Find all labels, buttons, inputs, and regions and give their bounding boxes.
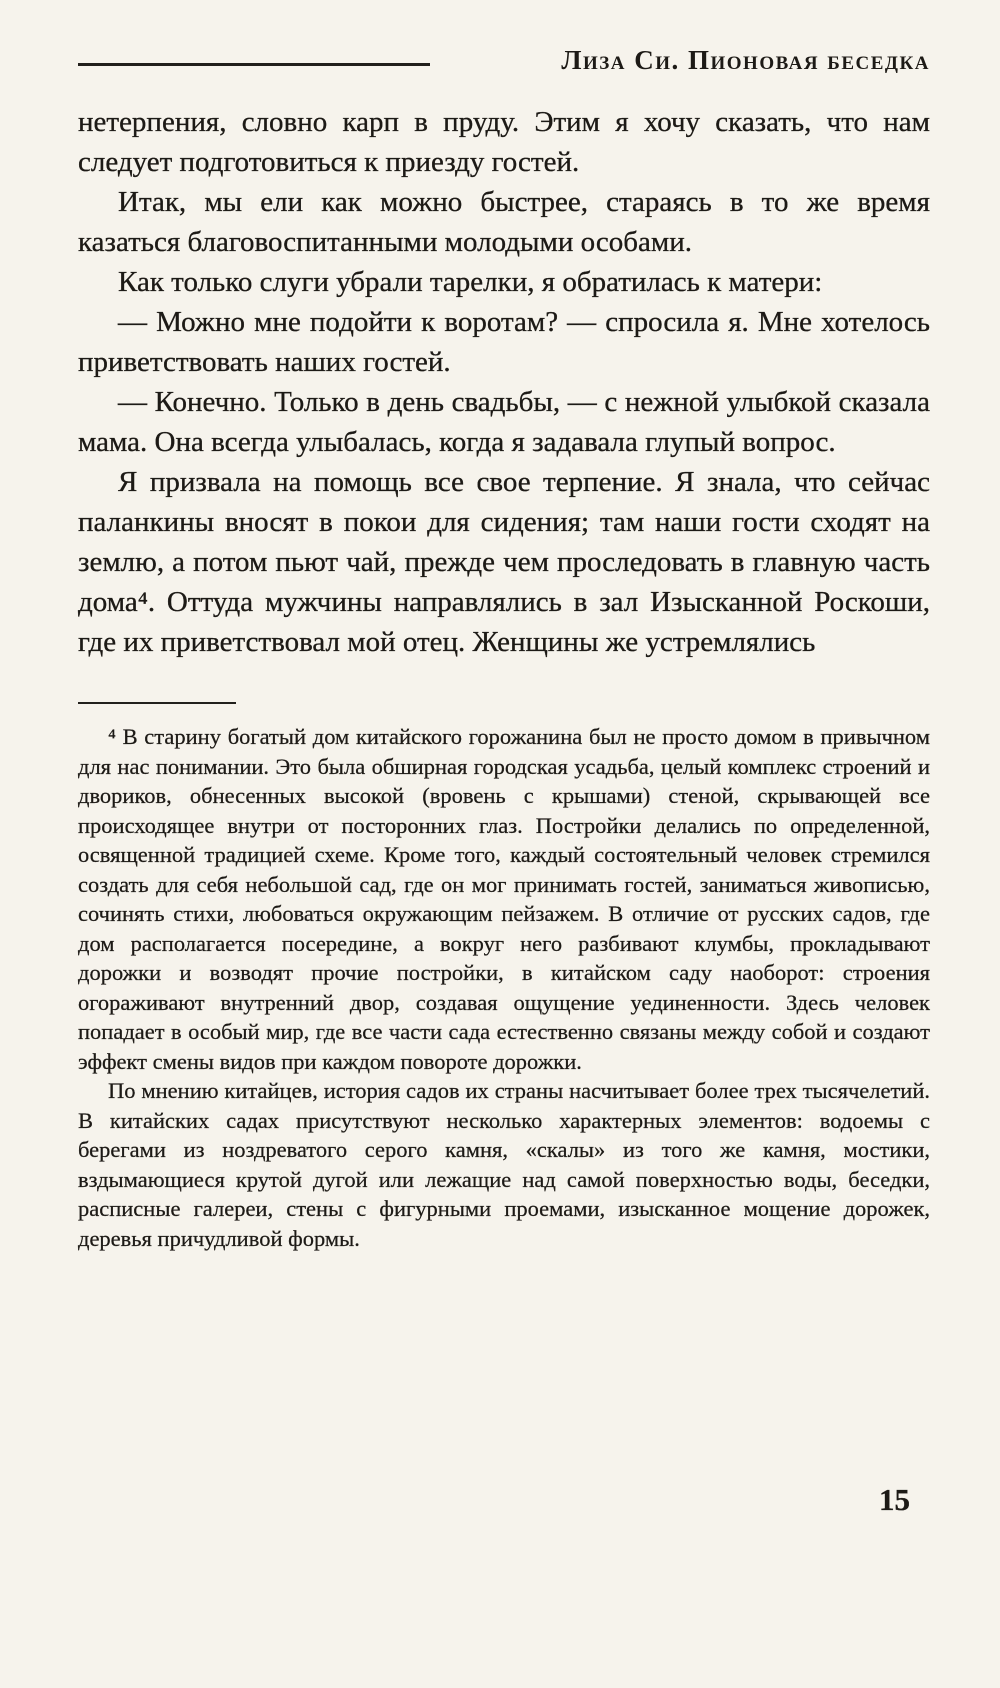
page-number: 15 — [879, 1482, 910, 1517]
dialogue-paragraph: — Можно мне подойти к воротам? — спросила я. Мне хотелось приветствовать наших гостей. — [78, 306, 930, 378]
footnote-separator-rule — [78, 702, 236, 704]
paragraph: Итак, мы ели как можно быстрее, стараясь в то же время казаться благовоспитанными молодыми особами. — [78, 186, 930, 258]
body-text — [78, 102, 930, 662]
running-title: Лиза Си. Пионовая беседка — [561, 44, 930, 75]
paragraph: Как только слуги убрали тарелки, я обратилась к матери: — [118, 266, 823, 298]
running-head — [78, 42, 930, 78]
paragraph: нетерпения, словно карп в пруду. Этим я хочу сказать, что нам следует подготовиться к приезду гостей. — [78, 106, 930, 178]
paragraph: Я призвала на помощь все свое терпение. Я знала, что сейчас паланкины вносят в покои для сидения; там наши гости сходят на землю, а потом пьют чай, прежде чем проследовать в главную часть дома⁴. Оттуда мужчины направлялись в зал Изысканной Роскоши, где их приветствовал мой отец. Женщины же устремлялись — [78, 466, 930, 658]
dialogue-paragraph: — Конечно. Только в день свадьбы, — с нежной улыбкой сказала мама. Она всегда улыбалась, когда я задавала глупый вопрос. — [78, 386, 930, 458]
header-rule — [78, 63, 430, 66]
footnote-paragraph: По мнению китайцев, история садов их страны насчитывает более трех тысячелетий. В китайских садах присутствуют несколько характерных элементов: водоемы с берегами из ноздреватого серого камня, «скалы» из того же камня, мостики, вздымающиеся крутой дугой или лежащие над самой поверхностью воды, беседки, расписные галереи, стены с фигурными проемами, изысканное мощение дорожек, деревья причудливой формы. — [78, 1078, 930, 1251]
footnote-paragraph: ⁴ В старину богатый дом китайского горожанина был не просто домом в привычном для нас понимании. Это была обширная городская усадьба, целый комплекс строений и двориков, обнесенных высокой (вровень с крышами) стеной, скрывающей все происходящее внутри от посторонних глаз. Постройки делались по определенной, освященной традицией схеме. Кроме того, каждый состоятельный человек стремился создать для себя небольшой сад, где он мог принимать гостей, заниматься живописью, сочинять стихи, любоваться окружающим пейзажем. В отличие от русских садов, где дом располагается посередине, а вокруг него разбивают клумбы, прокладывают дорожки и возводят прочие постройки, в китайском саду наоборот: строения огораживают внутренний двор, создавая ощущение уединенности. Здесь человек попадает в особый мир, где все части сада естественно связаны между собой и создают эффект смены видов при каждом повороте дорожки. — [78, 724, 930, 1074]
footnote — [78, 722, 930, 1253]
